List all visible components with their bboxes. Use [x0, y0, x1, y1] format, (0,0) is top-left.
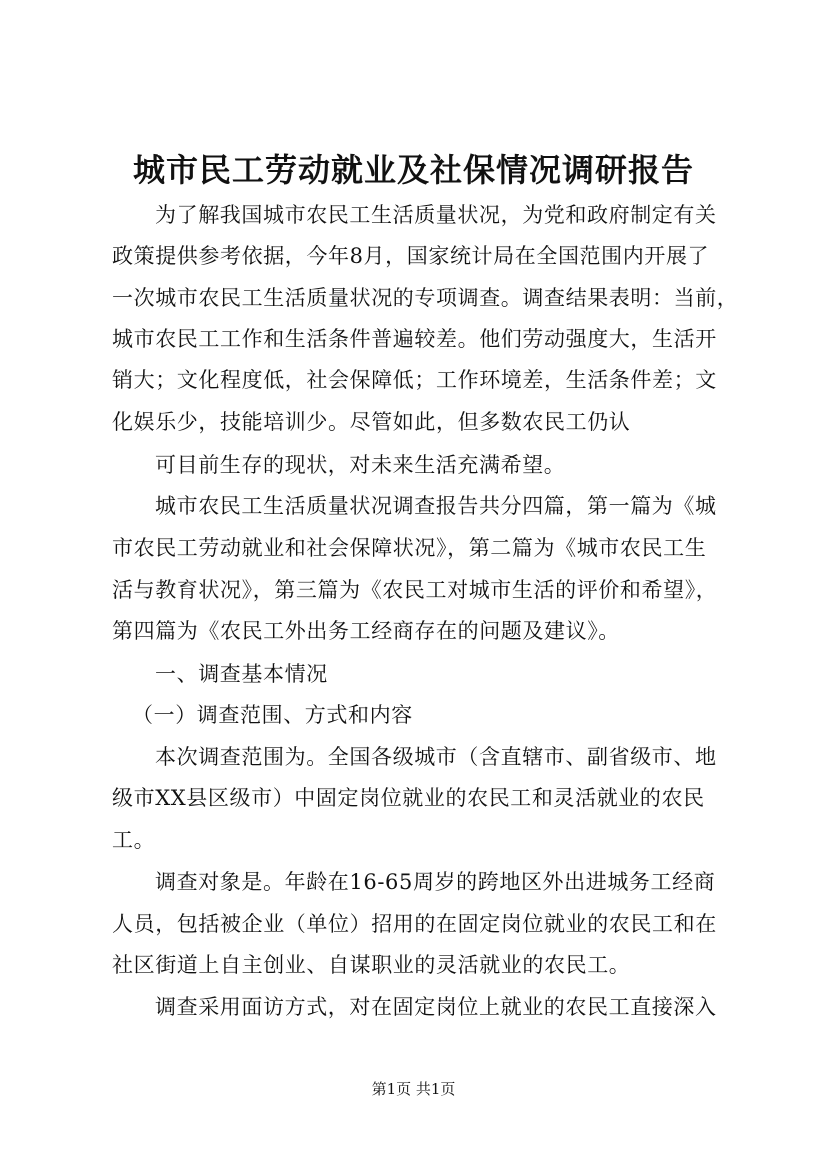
- paragraph-line: 调查采用面访方式，对在固定岗位上就业的农民工直接深入: [155, 995, 717, 1019]
- paragraph-line: 一次城市农民工生活质量状况的专项调查。调查结果表明：当前，: [112, 286, 739, 310]
- paragraph-line: 本次调查范围为。全国各级城市（含直辖市、副省级市、地: [155, 745, 717, 769]
- paragraph-line: 市农民工劳动就业和社会保障状况》，第二篇为《城市农民工生: [112, 536, 707, 560]
- paragraph-line: 城市农民工生活质量状况调查报告共分四篇，第一篇为《城: [155, 494, 717, 518]
- subsection-heading: （一）调查范围、方式和内容: [132, 703, 413, 727]
- paragraph-line: 级市XX县区级市）中固定岗位就业的农民工和灵活就业的农民: [112, 786, 705, 810]
- paragraph-line: 社区街道上自主创业、自谋职业的灵活就业的农民工。: [112, 953, 631, 977]
- section-heading: 一、调查基本情况: [155, 662, 328, 686]
- document-title: 城市民工劳动就业及社保情况调研报告: [132, 151, 694, 189]
- paragraph-line: 城市农民工工作和生活条件普遍较差。他们劳动强度大，生活开: [112, 327, 717, 351]
- paragraph-line: 工。: [112, 828, 156, 852]
- paragraph-line: 化娱乐少，技能培训少。尽管如此，但多数农民工仍认: [112, 410, 631, 434]
- paragraph-line: 人员，包括被企业（单位）招用的在固定岗位就业的农民工和在: [112, 912, 717, 936]
- paragraph-line: 调查对象是。年龄在16-65周岁的跨地区外出进城务工经商: [155, 870, 716, 894]
- paragraph-line: 可目前生存的现状，对未来生活充满希望。: [155, 453, 566, 477]
- paragraph-line: 第四篇为《农民工外出务工经商存在的问题及建议》。: [112, 619, 620, 643]
- page-number: 第1页 共1页: [371, 1080, 456, 1098]
- paragraph-line: 为了解我国城市农民工生活质量状况，为党和政府制定有关: [155, 203, 717, 227]
- paragraph-line: 政策提供参考依据，今年8月，国家统计局在全国范围内开展了: [112, 244, 710, 268]
- paragraph-line: 销大；文化程度低，社会保障低；工作环境差，生活条件差；文: [112, 368, 717, 392]
- paragraph-line: 活与教育状况》，第三篇为《农民工对城市生活的评价和希望》，: [112, 578, 718, 602]
